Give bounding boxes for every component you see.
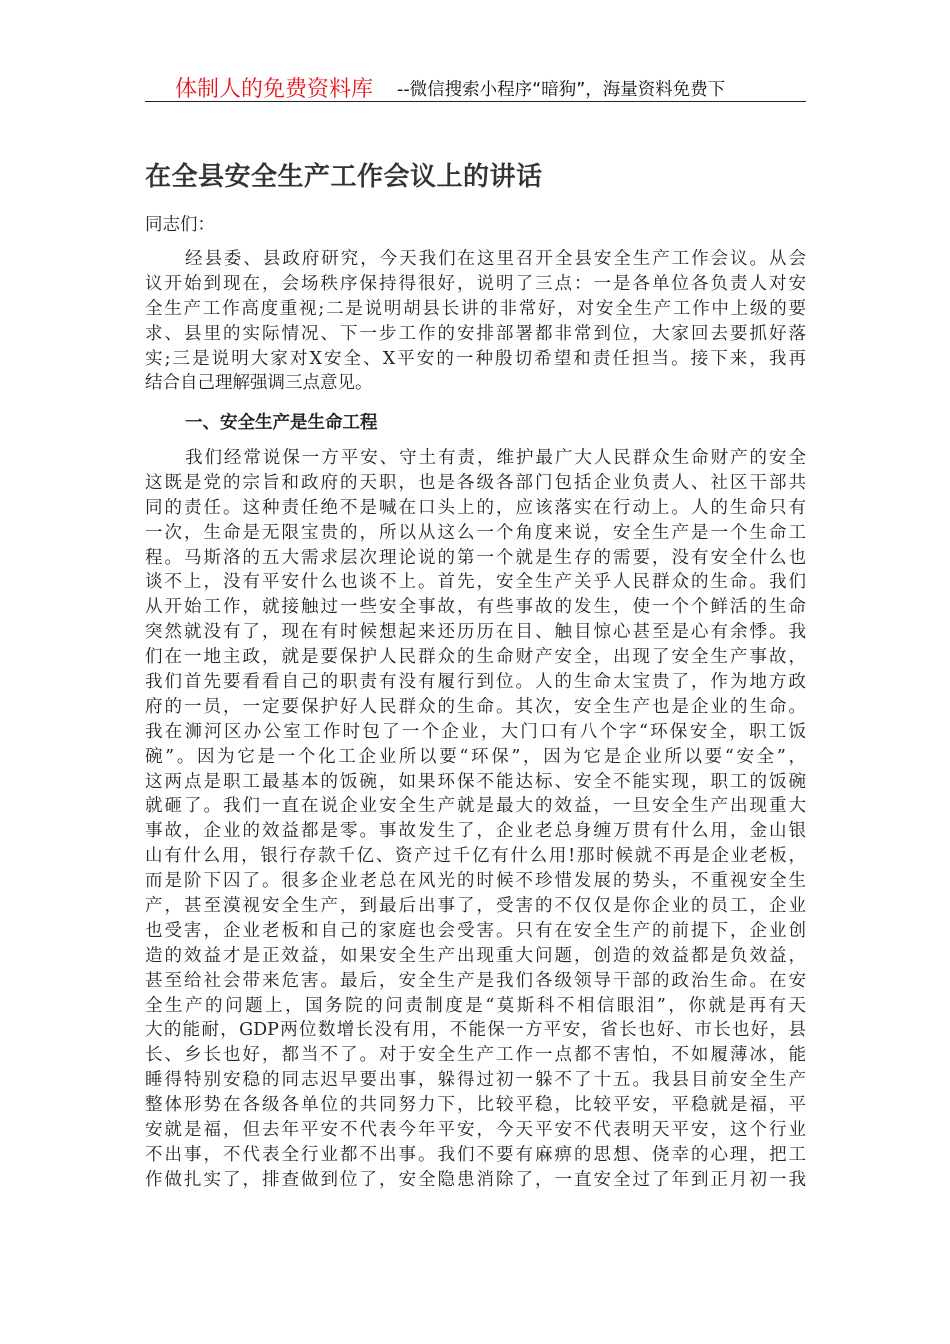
text-line: 议开始到现在，会场秩序保持得很好，说明了三点：一是各单位各负责人对安 [145,273,806,294]
text-line: 我们经常说保一方平安、守土有责，维护最广大人民群众生命财产的安全 [185,448,806,468]
text-line: 整体形势在各级各单位的共同努力下，比较平稳，比较平安，平稳就是福，平 [145,1095,806,1116]
text-line: 也受害，企业老板和自己的家庭也会受害。只有在安全生产的前提下，企业创 [145,920,806,941]
greeting: 同志们： [145,215,215,235]
text-line: 山有什么用，银行存款千亿、资产过千亿有什么用!那时候就不再是企业老板， [145,846,806,867]
text-line: 碗”。因为它是一个化工企业所以要“环保”，因为它是企业所以要“安全”， [145,746,806,767]
text-line: 全生产工作高度重视;二是说明胡县长讲的非常好，对安全生产工作中上级的要 [145,298,806,319]
text-line: 结合自己理解强调三点意见。 [145,373,373,394]
page-header-banner [145,70,806,102]
text-line: 就砸了。我们一直在说企业安全生产就是最大的效益，一旦安全生产出现重大 [145,796,806,817]
text-line: 同的责任。这种责任绝不是喊在口头上的，应该落实在行动上。人的生命只有 [145,497,806,518]
text-line: 而是阶下囚了。很多企业老总在风光的时候不珍惜发展的势头，不重视安全生 [145,871,806,892]
text-line: 程。马斯洛的五大需求层次理论说的第一个就是生存的需要，没有安全什么也 [145,547,806,568]
text-line: 安就是福，但去年平安不代表今年平安，今天平安不代表明天平安，这个行业 [145,1120,806,1141]
header-tagline: --微信搜索小程序“暗狗”，海量资料免费下 [397,80,726,100]
text-line: 求、县里的实际情况、下一步工作的安排部署都非常到位，大家回去要抓好落 [145,323,806,344]
section-heading-1: 一、安全生产是生命工程 [185,413,378,433]
document-title: 在全县安全生产工作会议上的讲话 [145,162,543,192]
text-line: 甚至给社会带来危害。最后，安全生产是我们各级领导干部的政治生命。在安 [145,970,806,991]
paragraph-intro [145,247,806,396]
text-line: 谈不上，没有平安什么也谈不上。首先，安全生产关乎人民群众的生命。我们 [145,572,806,593]
text-line: 们在一地主政，就是要保护人民群众的生命财产安全，出现了安全生产事故， [145,647,806,668]
text-line: 事故，企业的效益都是零。事故发生了，企业老总身缠万贯有什么用，金山银 [145,821,806,842]
text-line: 府的一员，一定要保护好人民群众的生命。其次，安全生产也是企业的生命。 [145,696,806,717]
text-line: 不出事，不代表全行业都不出事。我们不要有麻痹的思想、侥幸的心理，把工 [145,1144,806,1165]
text-line: 全生产的问题上，国务院的问责制度是“莫斯科不相信眼泪”，你就是再有天 [145,995,806,1016]
text-line: 突然就没有了，现在有时候想起来还历历在目、触目惊心甚至是心有余悸。我 [145,622,806,643]
header-brand: 体制人的免费资料库 [175,77,374,102]
text-line: 我们首先要看看自己的职责有没有履行到位。人的生命太宝贵了，作为地方政 [145,672,806,693]
text-line: 这两点是职工最基本的饭碗，如果环保不能达标、安全不能实现，职工的饭碗 [145,771,806,792]
text-line: 我在浉河区办公室工作时包了一个企业，大门口有八个字“环保安全，职工饭 [145,721,806,742]
text-line: 实;三是说明大家对X安全、X平安的一种殷切希望和责任担当。接下来，我再 [145,348,806,369]
paragraph-section-1 [145,446,806,1193]
text-line: 从开始工作，就接触过一些安全事故，有些事故的发生，使一个个鲜活的生命 [145,597,806,618]
text-line: 这既是党的宗旨和政府的天职，也是各级各部门包括企业负责人、社区干部共 [145,472,806,493]
text-line: 经县委、县政府研究，今天我们在这里召开全县安全生产工作会议。从会 [185,249,806,269]
text-line: 造的效益才是正效益，如果安全生产出现重大问题，创造的效益都是负效益， [145,945,806,966]
text-line: 作做扎实了，排查做到位了，安全隐患消除了，一直安全过了年到正月初一我 [145,1169,806,1190]
text-line: 睡得特别安稳的同志迟早要出事，躲得过初一躲不了十五。我县目前安全生产 [145,1070,806,1091]
text-line: 一次，生命是无限宝贵的，所以从这么一个角度来说，安全生产是一个生命工 [145,522,806,543]
text-line: 产，甚至漠视安全生产，到最后出事了，受害的不仅仅是你企业的员工，企业 [145,896,806,917]
text-line: 大的能耐，GDP两位数增长没有用，不能保一方平安，省长也好、市长也好，县 [145,1020,806,1041]
text-line: 长、乡长也好，都当不了。对于安全生产工作一点都不害怕，不如履薄冰，能 [145,1045,806,1066]
